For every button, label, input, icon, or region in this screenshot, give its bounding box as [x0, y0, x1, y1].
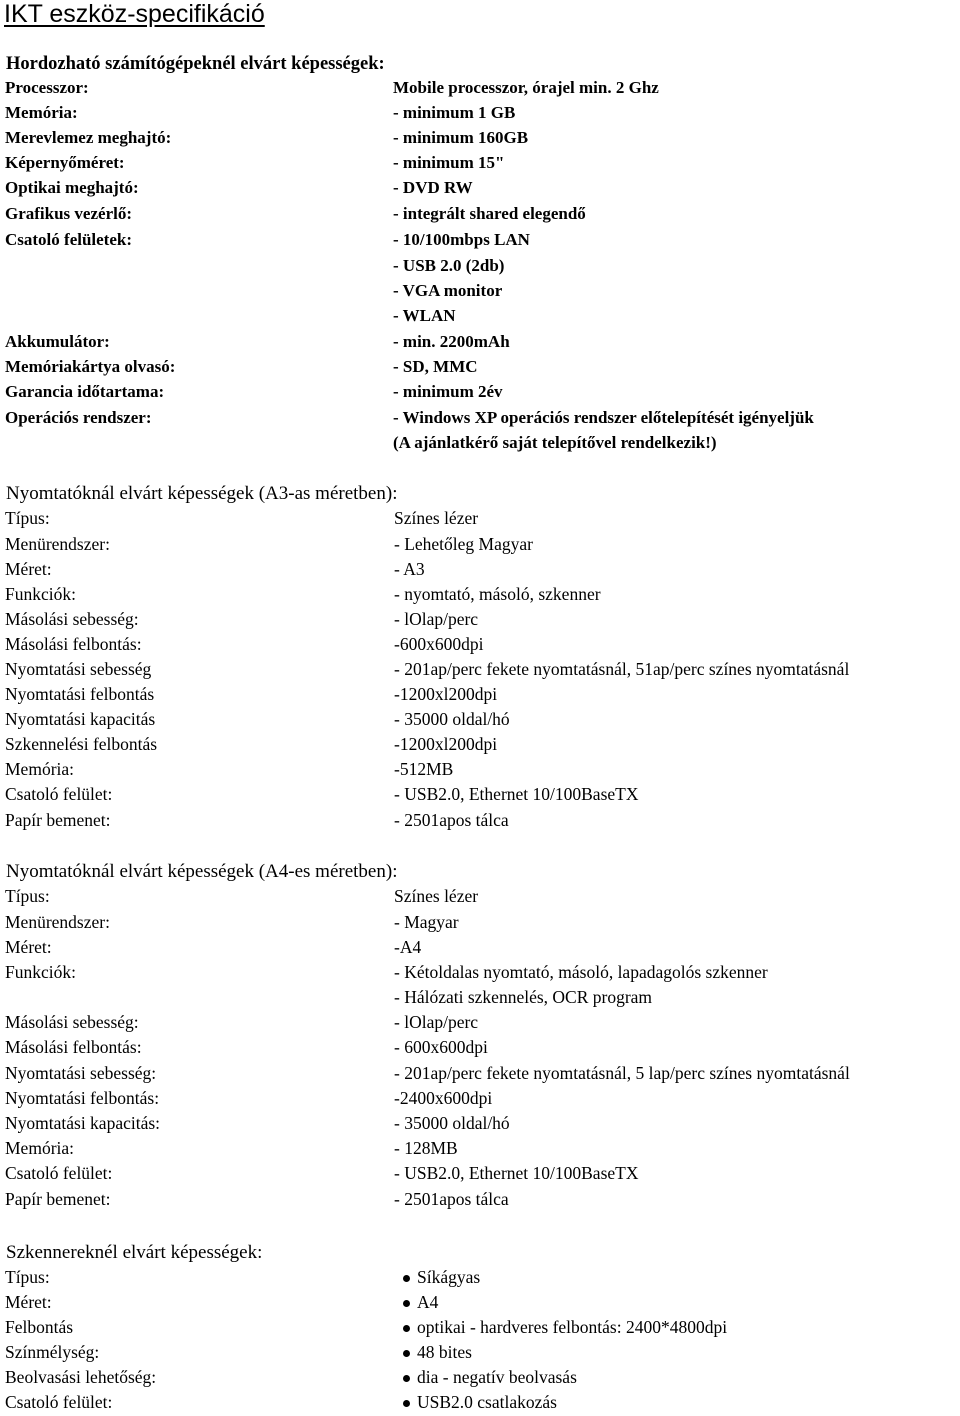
page-title: IKT eszköz-specifikáció — [4, 0, 265, 28]
spec-label: Másolási sebesség: — [5, 609, 139, 629]
bullet-icon — [403, 1275, 410, 1282]
spec-label: Méret: — [5, 1292, 52, 1312]
spec-label: Nyomtatási felbontás: — [5, 1088, 160, 1108]
spec-value: - Hálózati szkennelés, OCR program — [394, 987, 653, 1007]
spec-value: - 201ap/perc fekete nyomtatásnál, 5 lap/perc színes nyomtatásnál — [394, 1063, 850, 1083]
spec-value: -A4 — [394, 937, 422, 957]
spec-value: - minimum 2év — [393, 382, 503, 401]
spec-value: -512MB — [394, 759, 454, 779]
spec-value: - minimum 15" — [393, 153, 505, 172]
spec-label: Memória: — [5, 759, 75, 779]
spec-value: Színes lézer — [394, 886, 479, 906]
spec-label: Menürendszer: — [5, 534, 110, 554]
spec-label: Funkciók: — [5, 584, 76, 604]
spec-value: - 201ap/perc fekete nyomtatásnál, 51ap/perc színes nyomtatásnál — [394, 659, 850, 679]
spec-label: Beolvasási lehetőség: — [5, 1367, 157, 1387]
spec-label: Csatoló felület: — [5, 1163, 113, 1183]
spec-label: Színmélység: — [5, 1342, 100, 1362]
spec-value: - SD, MMC — [393, 357, 478, 376]
bullet-icon — [403, 1350, 410, 1357]
spec-value: - WLAN — [393, 306, 456, 325]
spec-value: - 128MB — [394, 1138, 458, 1158]
spec-value: - A3 — [394, 559, 425, 579]
spec-value: 48 bites — [417, 1342, 472, 1362]
scanner-section-heading: Szkennereknél elvárt képességek: — [6, 1242, 263, 1263]
spec-value: - Windows XP operációs rendszer előtelepítését igényeljük — [393, 408, 814, 427]
spec-value: - lOlap/perc — [394, 1012, 479, 1032]
spec-label: Másolási sebesség: — [5, 1012, 139, 1032]
spec-label: Csatoló felület: — [5, 784, 113, 804]
spec-label: Optikai meghajtó: — [5, 178, 139, 197]
spec-value: -1200xl200dpi — [394, 684, 498, 704]
spec-label: Akkumulátor: — [5, 332, 110, 351]
spec-label: Típus: — [5, 508, 50, 528]
spec-label: Másolási felbontás: — [5, 1037, 142, 1057]
spec-label: Garancia időtartama: — [5, 382, 165, 401]
spec-label: Csatoló felület: — [5, 1392, 113, 1412]
spec-value: - VGA monitor — [393, 281, 503, 300]
spec-value: - nyomtató, másoló, szkenner — [394, 584, 601, 604]
spec-label: Nyomtatási sebesség: — [5, 1063, 157, 1083]
spec-label: Méret: — [5, 937, 52, 957]
bullet-icon — [403, 1325, 410, 1332]
spec-value: - min. 2200mAh — [393, 332, 510, 351]
spec-label: Típus: — [5, 1267, 50, 1287]
spec-value: - Kétoldalas nyomtató, másoló, lapadagolós szkenner — [394, 962, 768, 982]
spec-value: - 2501apos tálca — [394, 1189, 509, 1209]
spec-value: - 35000 oldal/hó — [394, 1113, 510, 1133]
bullet-icon — [403, 1400, 410, 1407]
spec-label: Memória: — [5, 103, 78, 122]
bullet-icon — [403, 1300, 410, 1307]
spec-value: - 10/100mbps LAN — [393, 230, 530, 249]
spec-label: Memória: — [5, 1138, 75, 1158]
spec-value: - integrált shared elegendő — [393, 204, 586, 223]
spec-value: - 35000 oldal/hó — [394, 709, 510, 729]
spec-value: - USB 2.0 (2db) — [393, 256, 505, 275]
spec-label: Szkennelési felbontás — [5, 734, 158, 754]
spec-value: - USB2.0, Ethernet 10/100BaseTX — [394, 784, 639, 804]
spec-value: - minimum 160GB — [393, 128, 529, 147]
spec-label: Memóriakártya olvasó: — [5, 357, 176, 376]
spec-value: - lOlap/perc — [394, 609, 479, 629]
spec-value: -600x600dpi — [394, 634, 484, 654]
spec-label: Merevlemez meghajtó: — [5, 128, 172, 147]
spec-label: Képernyőméret: — [5, 153, 125, 172]
spec-value: - USB2.0, Ethernet 10/100BaseTX — [394, 1163, 639, 1183]
spec-label: Papír bemenet: — [5, 810, 111, 830]
spec-value: optikai - hardveres felbontás: 2400*4800dpi — [417, 1317, 728, 1337]
spec-label: Grafikus vezérlő: — [5, 204, 132, 223]
spec-label: Felbontás — [5, 1317, 74, 1337]
spec-value: Síkágyas — [417, 1267, 481, 1287]
spec-value: USB2.0 csatlakozás — [417, 1392, 557, 1412]
laptop-section-heading: Hordozható számítógépeknél elvárt képességek: — [6, 54, 385, 74]
spec-label: Papír bemenet: — [5, 1189, 111, 1209]
spec-label: Másolási felbontás: — [5, 634, 142, 654]
spec-value: -2400x600dpi — [394, 1088, 493, 1108]
spec-label: Menürendszer: — [5, 912, 110, 932]
spec-label: Operációs rendszer: — [5, 408, 152, 427]
spec-label: Nyomtatási kapacitás: — [5, 1113, 161, 1133]
spec-value: Mobile processzor, órajel min. 2 Ghz — [393, 78, 659, 97]
spec-label: Típus: — [5, 886, 50, 906]
spec-value: - Lehetőleg Magyar — [394, 534, 533, 554]
spec-label: Nyomtatási kapacitás — [5, 709, 156, 729]
spec-label: Processzor: — [5, 78, 89, 97]
spec-value: -1200xl200dpi — [394, 734, 498, 754]
spec-value: (A ajánlatkérő saját telepítővel rendelkezik!) — [393, 433, 717, 452]
printer-a3-section-heading: Nyomtatóknál elvárt képességek (A3-as méretben): — [6, 483, 398, 504]
spec-value: dia - negatív beolvasás — [417, 1367, 577, 1387]
spec-label: Méret: — [5, 559, 52, 579]
spec-value: A4 — [417, 1292, 439, 1312]
spec-value: - minimum 1 GB — [393, 103, 516, 122]
spec-label: Funkciók: — [5, 962, 76, 982]
spec-label: Csatoló felületek: — [5, 230, 133, 249]
spec-value: - 600x600dpi — [394, 1037, 488, 1057]
bullet-icon — [403, 1375, 410, 1382]
spec-label: Nyomtatási felbontás — [5, 684, 155, 704]
spec-value: - DVD RW — [393, 178, 473, 197]
spec-value: - Magyar — [394, 912, 459, 932]
printer-a4-section-heading: Nyomtatóknál elvárt képességek (A4-es méretben): — [6, 861, 398, 882]
spec-value: - 2501apos tálca — [394, 810, 509, 830]
spec-label: Nyomtatási sebesség — [5, 659, 152, 679]
spec-value: Színes lézer — [394, 508, 479, 528]
